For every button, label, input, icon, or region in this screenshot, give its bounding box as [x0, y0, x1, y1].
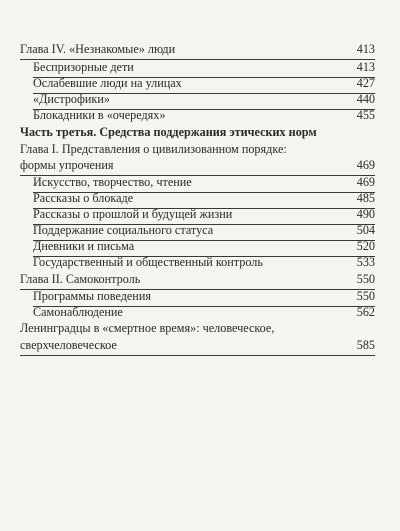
- toc-subentry: [20, 92, 375, 107]
- toc-subentry: [20, 223, 375, 238]
- toc-page-number: 455: [356, 108, 375, 122]
- toc-page-number: 427: [356, 76, 375, 90]
- toc-chapter-1-cont: [20, 158, 375, 173]
- toc-chapter-1: [20, 142, 375, 157]
- toc-page-number: 490: [356, 207, 375, 221]
- toc-page-number: 469: [356, 175, 375, 189]
- toc-entry-label: Блокадники в «очередях»: [33, 108, 166, 122]
- toc-subentry: [20, 76, 375, 91]
- toc-page-number: 485: [356, 191, 375, 205]
- toc-page-number: 440: [356, 92, 375, 106]
- toc-entry-label: сверхчеловеческое: [20, 338, 117, 352]
- toc-entry-label: Ослабевшие люди на улицах: [33, 76, 182, 90]
- toc-page-number: 520: [356, 239, 375, 253]
- toc-page-number: 533: [356, 255, 375, 269]
- toc-entry-label: Глава I. Представления о цивилизованном порядке:: [20, 142, 287, 156]
- toc-entry-label: Искусство, творчество, чтение: [33, 175, 192, 189]
- toc-entry-label: Поддержание социального статуса: [33, 223, 214, 237]
- toc-page-number: 562: [356, 305, 375, 319]
- toc-entry-label: Программы поведения: [33, 289, 151, 303]
- toc-entry-label: Рассказы о прошлой и будущей жизни: [33, 207, 233, 221]
- toc-entry-label: Дневники и письма: [33, 239, 135, 253]
- toc-page-number: 504: [356, 223, 375, 237]
- toc-entry-label: «Дистрофики»: [33, 92, 110, 106]
- toc-entry-label: Государственный и общественный контроль: [33, 255, 263, 269]
- toc-subentry: [20, 305, 375, 320]
- toc-part-title: Часть третья. Средства поддержания этических норм: [20, 125, 317, 139]
- toc-subentry: [20, 60, 375, 75]
- toc-subentry: [20, 175, 375, 190]
- toc-entry-label: Глава IV. «Незнакомые» люди: [20, 42, 176, 56]
- toc-subentry: [20, 207, 375, 222]
- toc-conclusion: [20, 321, 375, 336]
- toc-page-number: 550: [356, 289, 375, 303]
- toc-chapter-4: [20, 42, 375, 57]
- toc-leader-rule: [20, 355, 375, 356]
- toc-part-3-heading: [20, 125, 375, 140]
- toc-subentry: [20, 239, 375, 254]
- toc-entry-label: Беспризорные дети: [33, 60, 134, 74]
- toc-entry-label: Рассказы о блокаде: [33, 191, 134, 205]
- toc-conclusion-cont: [20, 338, 375, 353]
- toc-entry-label: Самонаблюдение: [33, 305, 123, 319]
- toc-entry-label: Ленинградцы в «смертное время»: человеческое,: [20, 321, 275, 335]
- toc-entry-label: формы упрочения: [20, 158, 114, 172]
- toc-page-number: 550: [356, 272, 375, 286]
- toc-subentry: [20, 191, 375, 206]
- toc-page-number: 469: [356, 158, 375, 172]
- toc-page-number: 413: [356, 60, 375, 74]
- toc-subentry: [20, 255, 375, 270]
- toc-page-number: 413: [356, 42, 375, 56]
- toc-page-number: 585: [356, 338, 375, 352]
- toc-subentry: [20, 108, 375, 123]
- toc-subentry: [20, 289, 375, 304]
- toc-chapter-2: [20, 272, 375, 287]
- toc-entry-label: Глава II. Самоконтроль: [20, 272, 141, 286]
